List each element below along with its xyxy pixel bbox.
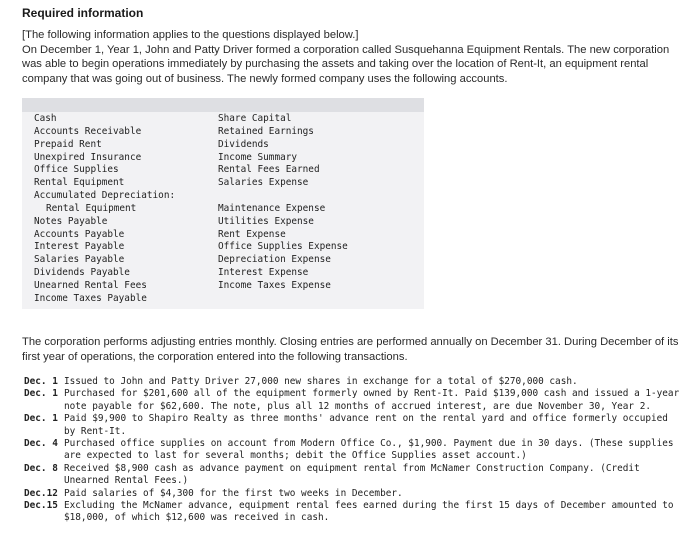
- intro-text: [22, 28, 682, 86]
- transaction-date: Dec.15: [24, 500, 58, 512]
- account-item-sub: Rental Equipment: [46, 202, 137, 214]
- transactions-intro: The corporation performs adjusting entries monthly. Closing entries are performed annually on December 31. During December of its first year of operations, the corporation entered into the following transactions.: [22, 336, 679, 363]
- accounts-column-left: [34, 113, 175, 306]
- transaction-row: [24, 463, 684, 488]
- transaction-text: Purchased office supplies on account from Modern Office Co., $1,900. Payment due in 30 days. (These supplies are expected to last for several months; debit the Office Supplies asset account.): [64, 438, 674, 462]
- transaction-date: Dec. 1: [24, 413, 58, 425]
- accounts-box-header-band: [22, 98, 424, 112]
- transaction-row: [24, 413, 684, 438]
- transaction-text: Received $8,900 cash as advance payment on equipment rental from McNamer Construction Company. (Credit Unearned Rental Fees.): [64, 462, 640, 487]
- account-item: Rent Expense: [218, 228, 286, 240]
- transaction-row: [24, 376, 684, 388]
- account-item: Accumulated Depreciation:: [34, 190, 176, 202]
- account-item: Interest Expense: [218, 267, 309, 279]
- account-item: Accounts Receivable: [34, 125, 142, 137]
- account-item: Prepaid Rent: [34, 138, 102, 150]
- transaction-row: [24, 488, 684, 500]
- account-item: Interest Payable: [34, 241, 125, 253]
- account-item: Utilities Expense: [218, 215, 314, 227]
- account-item: Unexpired Insurance: [34, 151, 142, 163]
- transaction-date: Dec.12: [24, 487, 58, 499]
- accounts-column-right: [218, 113, 348, 293]
- account-item: Income Summary: [218, 151, 298, 163]
- intro-body: On December 1, Year 1, John and Patty Driver formed a corporation called Susquehanna Equipment Rentals. The new corporation was able to begin operations immediately by purchasing the assets and taking over the location of Rent-It, an equipment rental company that was going out of business. The newly formed company uses the following accounts.: [22, 43, 670, 85]
- accounts-list-box: [22, 98, 424, 309]
- account-item: Rental Fees Earned: [218, 164, 320, 176]
- account-item: Dividends Payable: [34, 267, 130, 279]
- account-item: Accounts Payable: [34, 228, 125, 240]
- transaction-date: Dec. 8: [24, 462, 58, 474]
- account-spacer: [218, 190, 348, 203]
- transaction-row: [24, 500, 684, 525]
- transactions-list: [24, 376, 684, 525]
- account-item: Dividends: [218, 138, 269, 150]
- required-information-heading: Required information: [22, 6, 144, 20]
- transaction-text: Purchased for $201,600 all of the equipment formerly owned by Rent-It. Paid $139,000 cash and issued a 1-year note payable for $62,600. The note, plus all 12 months of accrued interest, are due November 30, Year 2.: [64, 388, 680, 412]
- account-item: Office Supplies: [34, 164, 119, 176]
- account-item: Rental Equipment: [34, 177, 125, 189]
- transaction-text: Paid $9,900 to Shapiro Realty as three months' advance rent on the rental yard and office formerly occupied by Rent-It.: [64, 413, 668, 437]
- transaction-date: Dec. 4: [24, 438, 58, 450]
- transaction-row: [24, 438, 684, 463]
- transaction-date: Dec. 1: [24, 388, 58, 400]
- account-item: Maintenance Expense: [218, 202, 326, 214]
- intro-bracket-note: [The following information applies to the questions displayed below.]: [22, 29, 359, 41]
- account-item: Notes Payable: [34, 215, 108, 227]
- account-item: Cash: [34, 113, 57, 124]
- account-item: Salaries Expense: [218, 177, 309, 189]
- account-item: Income Taxes Expense: [218, 279, 331, 291]
- account-item: Depreciation Expense: [218, 254, 331, 266]
- transaction-text: Issued to John and Patty Driver 27,000 new shares in exchange for a total of $270,000 cash.: [64, 376, 578, 387]
- account-item: Salaries Payable: [34, 254, 125, 266]
- account-item: Unearned Rental Fees: [34, 279, 147, 291]
- transaction-row: [24, 388, 684, 413]
- transaction-date: Dec. 1: [24, 376, 58, 387]
- account-item: Retained Earnings: [218, 125, 314, 137]
- account-item: Share Capital: [218, 113, 292, 124]
- account-item: Office Supplies Expense: [218, 241, 348, 253]
- account-item: Income Taxes Payable: [34, 292, 147, 304]
- transaction-text: Excluding the McNamer advance, equipment rental fees earned during the first 15 days of December amounted to $18,000, of which $12,600 was received in cash.: [64, 500, 674, 524]
- transaction-text: Paid salaries of $4,300 for the first two weeks in December.: [64, 487, 403, 499]
